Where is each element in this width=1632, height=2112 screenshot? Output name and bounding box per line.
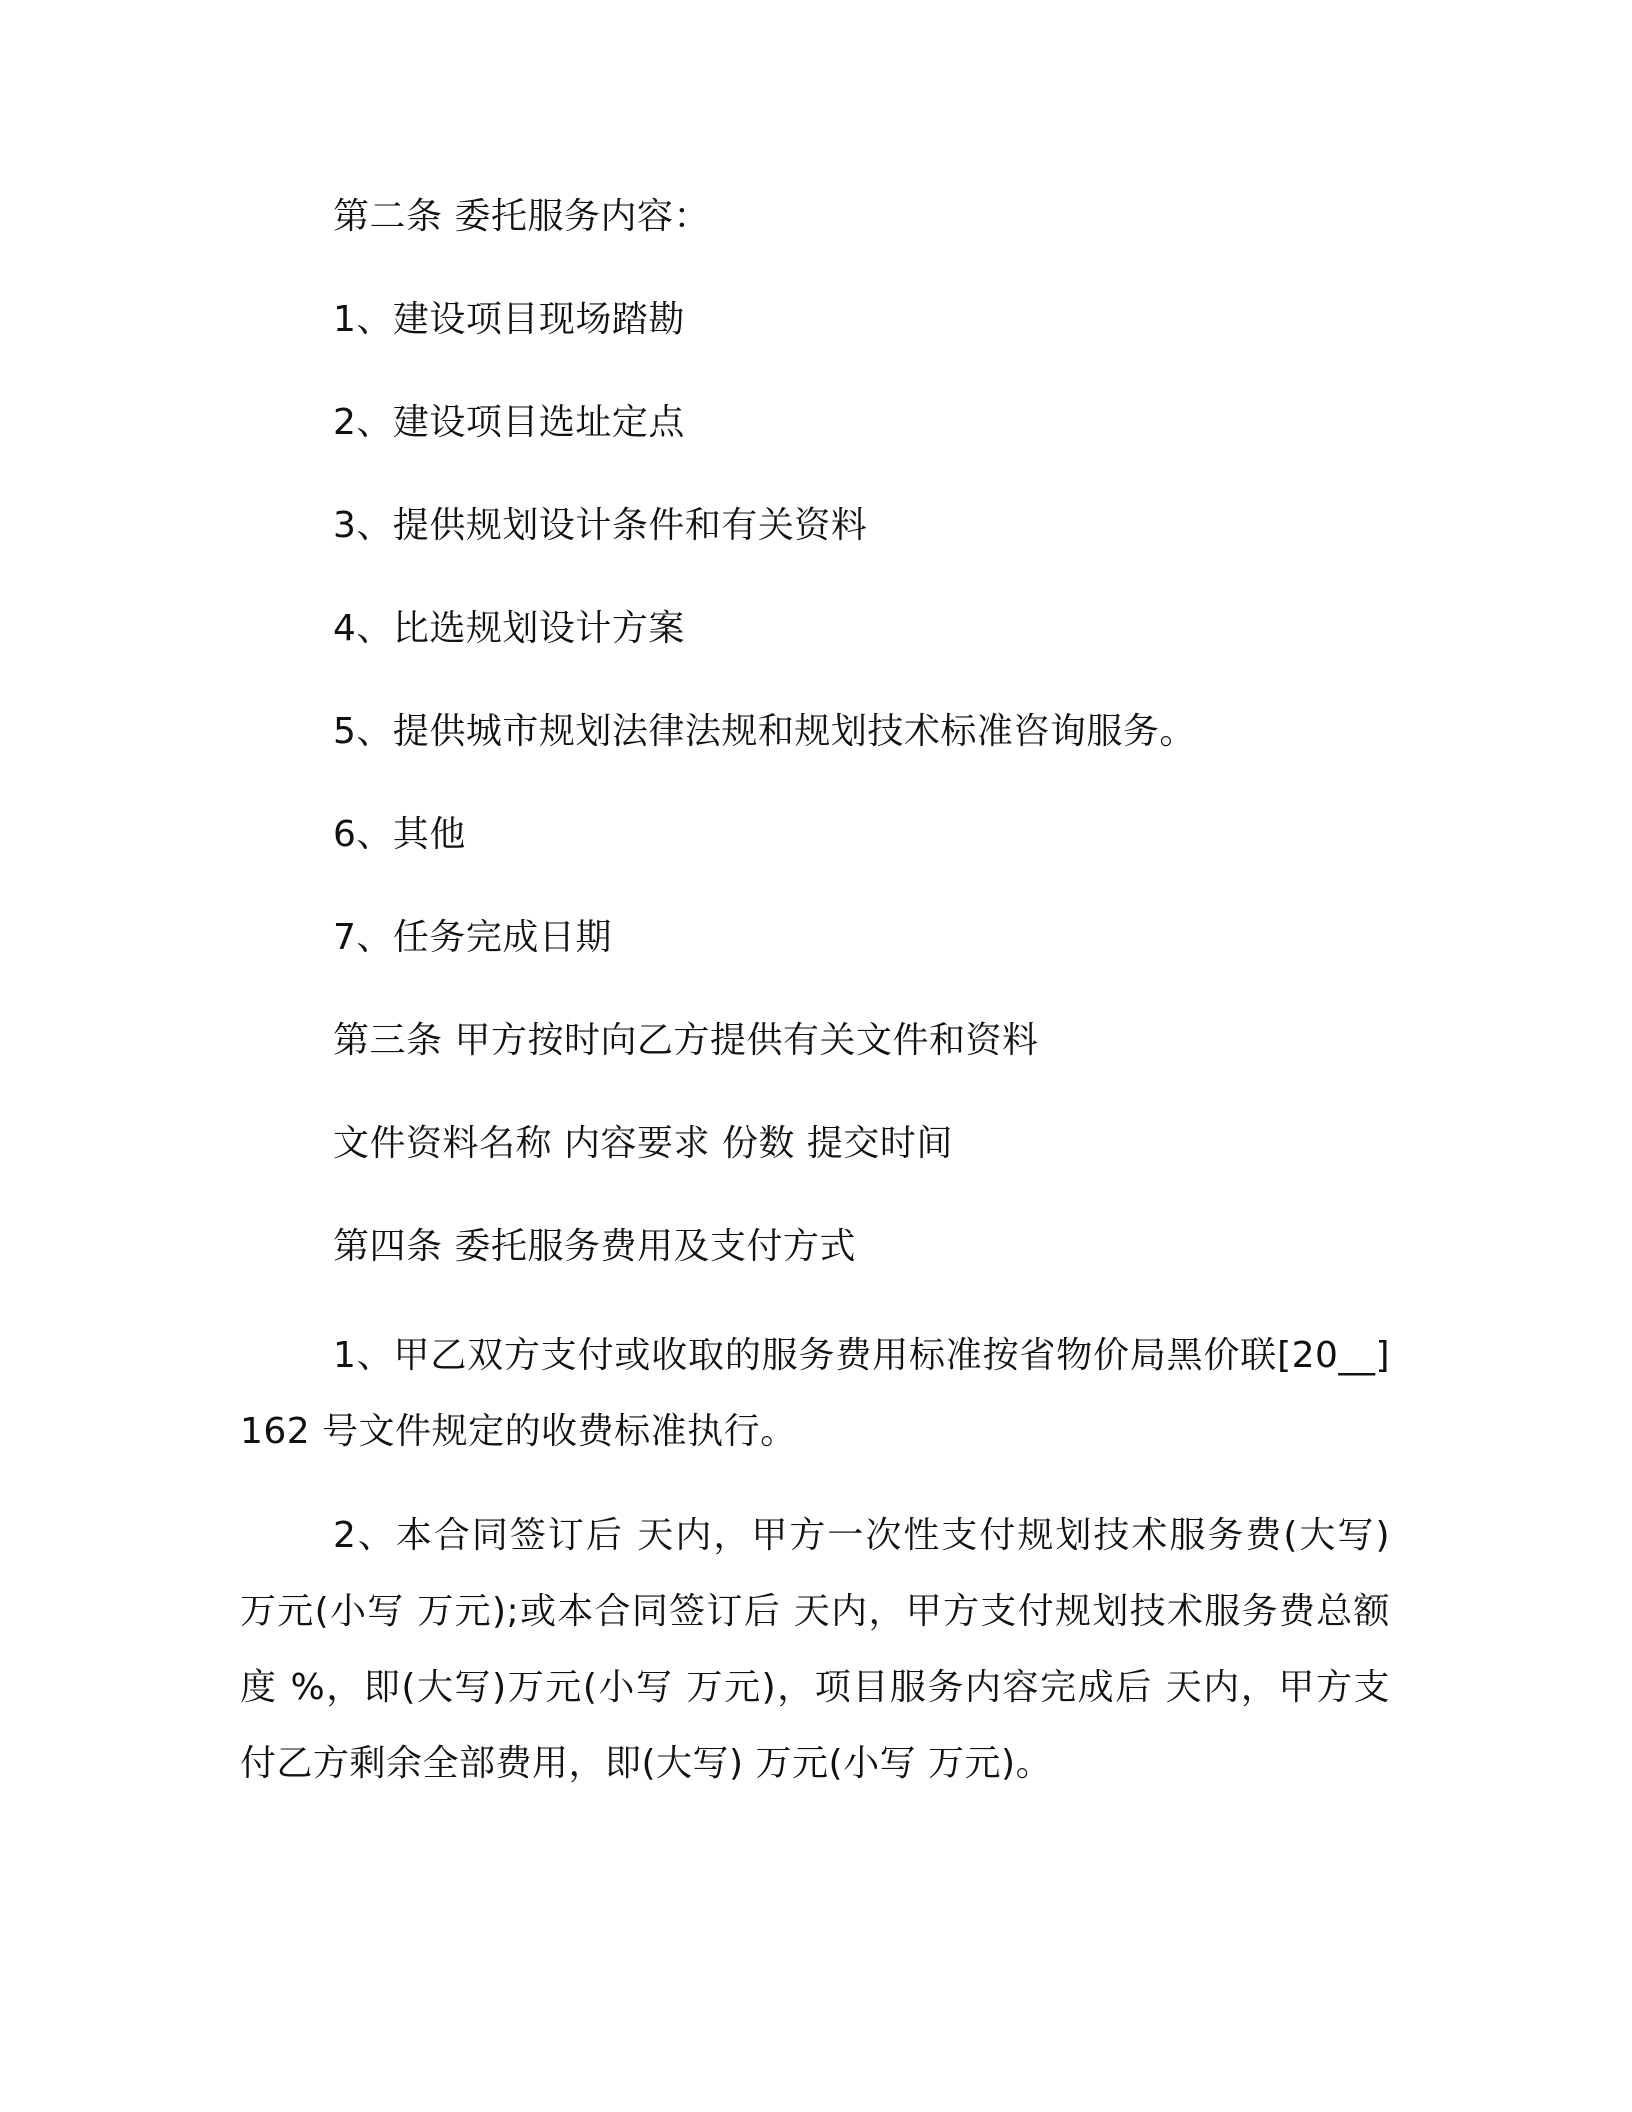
service-item-2: 2、建设项目选址定点	[333, 402, 685, 443]
service-item-5: 5、提供城市规划法律法规和规划技术标准咨询服务。	[333, 711, 1196, 752]
article-2-heading: 第二条 委托服务内容：	[333, 196, 710, 237]
service-item-7: 7、任务完成日期	[333, 917, 612, 958]
service-item-3: 3、提供规划设计条件和有关资料	[333, 505, 868, 546]
documents-table-header: 文件资料名称 内容要求 份数 提交时间	[333, 1123, 953, 1164]
fee-standard-paragraph: 1、甲乙双方支付或收取的服务费用标准按省物价局黑价联[20__] 162 号文件规定的收费标准执行。	[240, 1335, 1390, 1452]
service-item-1: 1、建设项目现场踏勘	[333, 299, 685, 340]
article-3-heading: 第三条 甲方按时向乙方提供有关文件和资料	[333, 1020, 1039, 1061]
service-item-6: 6、其他	[333, 814, 466, 855]
service-item-4: 4、比选规划设计方案	[333, 608, 685, 649]
payment-terms-paragraph: 2、本合同签订后 天内，甲方一次性支付规划技术服务费(大写) 万元(小写 万元);或本合同签订后 天内，甲方支付规划技术服务费总额度 %，即(大写)万元(小写 万元)，项目服务内容完成后 天内，甲方支付乙方剩余全部费用，即(大写) 万元(小写 万元)。	[240, 1515, 1390, 1784]
article-4-heading: 第四条 委托服务费用及支付方式	[333, 1226, 856, 1267]
